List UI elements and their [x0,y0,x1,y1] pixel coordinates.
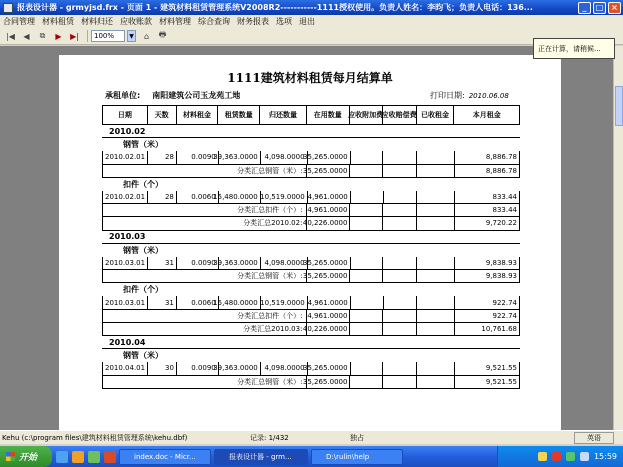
cell-empty [417,165,455,178]
cell-rent: 833.44 [455,191,520,204]
cell-inuse: 4,961.0000 [308,296,351,309]
cell-price: 0.0090 [177,362,219,375]
col-paid: 已收租金 [417,106,455,124]
col-days: 天数 [148,106,177,124]
cell-inuse: 4,961.0000 [307,310,350,323]
cell-inuse: 35,265.0000 [307,376,350,389]
preview-canvas [0,46,613,430]
cell-empty [383,257,417,270]
cell-rent: 922.74 [455,296,520,309]
next-page-icon[interactable]: ▶ [55,31,62,41]
task-folder[interactable]: D:\rulin\help [311,449,403,465]
prev-page-icon[interactable]: ◀ [23,31,30,41]
cell-inuse: 4,961.0000 [308,191,351,204]
subtotal-row [102,323,520,336]
taskbar [0,446,623,467]
cell-inuse: 35,265.0000 [307,165,350,178]
cell-empty [417,257,455,270]
status-path: Kehu (c:\program files\建筑材料租赁管理系统\kehu.dbf) [2,433,188,442]
col-date: 日期 [103,106,148,124]
system-tray [497,446,623,467]
subtotal-label: 分类汇总扣件（个）: [103,204,307,217]
cell-empty [384,296,418,309]
cell-empty [383,204,417,217]
cell-empty [417,204,455,217]
menu-contract[interactable]: 合同管理 [3,17,35,26]
cell-empty [383,151,417,164]
cell-date: 2010.03.01 [103,257,148,270]
cell-date: 2010.02.01 [103,151,148,164]
toolbar-separator [87,30,88,42]
scroll-thumb[interactable] [615,86,623,126]
col-addfee: 应收附加费 [350,106,383,124]
tray-icon[interactable] [580,452,589,461]
window-title: 报表设计器 - grmyjsd.frx - 页面 1 - 建筑材料租赁管理系统V2008R2-----------1111授权使用。负责人姓名：李昀飞；负责人电话：136... [17,3,533,12]
cell-inuse: 35,265.0000 [308,257,351,270]
renter-name: 南阳建筑公司玉龙苑工地 [152,91,241,100]
cell-inuse: 40,226.0000 [307,217,350,230]
cell-rent: 833.44 [455,204,520,217]
desktop-icon[interactable] [88,451,100,463]
app-quick-icon[interactable] [104,451,116,463]
subtotal-row [102,310,520,323]
minimize-icon[interactable]: _ [578,2,591,14]
table-header [102,105,520,125]
cell-days: 30 [148,362,177,375]
cell-empty [383,270,417,283]
cell-empty [417,323,455,336]
cell-empty [417,310,455,323]
cell-date: 2010.03.01 [103,296,148,309]
renter-line [105,90,240,101]
cell-lease: 39,363.0000 [219,362,261,375]
table-row [102,362,520,375]
status-bar [0,430,623,444]
tray-icon[interactable] [552,452,561,461]
subtotal-label: 分类汇总扣件（个）: [103,310,307,323]
tray-icon[interactable] [538,452,547,461]
cell-date: 2010.02.01 [103,191,148,204]
subtotal-label: 分类汇总钢管（米）: [103,376,307,389]
cell-days: 28 [148,151,177,164]
copy-icon[interactable]: ⧉ [39,31,46,40]
period-header: 2010.04 [102,336,520,349]
subtotal-label: 分类汇总2010.02: [103,217,307,230]
cell-ret: 4,098.0000 [261,362,308,375]
table-row [102,151,520,164]
cell-empty [383,323,417,336]
col-return: 归还数量 [260,106,307,124]
status-mode: 独占 [350,433,364,442]
cell-ret: 4,098.0000 [261,257,308,270]
cell-empty [417,362,455,375]
menu-query[interactable]: 综合查询 [198,17,230,26]
item-group-header: 扣件（个） [123,179,163,189]
cell-empty [351,191,384,204]
menu-receivable[interactable]: 应收账款 [120,17,152,26]
report-page [59,55,561,435]
subtotal-label: 分类汇总2010.03: [103,323,307,336]
maximize-icon[interactable]: □ [593,2,606,14]
cell-empty [351,151,384,164]
menu-exit[interactable]: 退出 [299,17,315,26]
item-group-header: 钢管（米） [123,351,163,361]
item-group-header: 扣件（个） [123,285,163,295]
cell-empty [351,362,384,375]
cell-empty [350,310,383,323]
cell-empty [383,376,417,389]
cell-empty [417,270,455,283]
calculating-popup: 正在计算，请稍候... [533,38,615,59]
cell-empty [417,376,455,389]
menu-return[interactable]: 材料归还 [81,17,113,26]
cell-rent: 9,521.55 [455,362,520,375]
cell-inuse: 35,265.0000 [308,362,351,375]
cell-empty [350,204,383,217]
renter-label: 承租单位: [105,91,141,100]
cell-lease: 39,363.0000 [219,151,261,164]
cell-lease: 15,480.0000 [219,296,261,309]
print-date-label: 打印日期: [430,91,465,100]
table-row [102,257,520,270]
cell-price: 0.0090 [177,257,219,270]
toolbar [0,28,623,45]
close-icon[interactable]: × [608,2,621,14]
cell-price: 0.0060 [177,191,219,204]
cell-days: 31 [148,257,177,270]
cell-empty [350,165,383,178]
period-header: 2010.02 [102,125,520,138]
print-icon[interactable]: 🖶 [158,30,167,39]
cell-empty [350,323,383,336]
cell-date: 2010.04.01 [103,362,148,375]
col-compensation: 应收赔偿费 [383,106,417,124]
cell-rent: 10,761.68 [455,323,520,336]
print-date-line [430,90,509,101]
status-lang: 英语 [574,432,614,444]
close-preview-icon[interactable]: ⌂ [143,31,150,41]
subtotal-row [102,376,520,389]
menu-bar [0,15,623,28]
subtotal-row [102,165,520,178]
item-group-header: 钢管（米） [123,140,163,150]
clock: 15:59 [593,452,617,461]
chevron-down-icon[interactable]: ▼ [127,30,136,42]
subtotal-label: 分类汇总钢管（米）: [103,165,307,178]
subtotal-row [102,270,520,283]
ie-icon[interactable] [56,451,68,463]
menu-options[interactable]: 选项 [276,17,292,26]
cell-empty [350,376,383,389]
cell-empty [383,310,417,323]
period-header: 2010.03 [102,231,520,244]
task-word[interactable]: index.doc - Micr... [119,449,211,465]
subtotal-row [102,204,520,217]
cell-lease: 39,363.0000 [219,257,261,270]
cell-inuse: 35,265.0000 [307,270,350,283]
col-lease: 租赁数量 [218,106,260,124]
task-report[interactable]: 报表设计器 - grm... [214,449,308,465]
cell-inuse: 4,961.0000 [307,204,350,217]
cell-empty [350,270,383,283]
cell-rent: 9,838.93 [455,257,520,270]
cell-empty [383,165,417,178]
cell-rent: 8,886.78 [455,165,520,178]
cell-empty [350,217,383,230]
cell-empty [417,296,455,309]
menu-lease[interactable]: 材料租赁 [42,17,74,26]
cell-rent: 9,720.22 [455,217,520,230]
cell-ret: 4,098.0000 [261,151,308,164]
report-rows [102,125,520,389]
cell-inuse: 40,226.0000 [307,323,350,336]
item-group-header: 钢管（米） [123,245,163,255]
cell-lease: 15,480.0000 [219,191,261,204]
cell-empty [351,296,384,309]
cell-empty [417,151,455,164]
zoom-select[interactable]: 100% [91,30,125,42]
cell-price: 0.0060 [177,296,219,309]
cell-ret: 10,519.0000 [261,191,308,204]
cell-empty [383,217,417,230]
cell-rent: 8,886.78 [455,151,520,164]
cell-ret: 10,519.0000 [261,296,308,309]
cell-empty [417,217,455,230]
folder-icon[interactable] [72,451,84,463]
cell-days: 28 [148,191,177,204]
subtotal-row [102,217,520,230]
menu-finance[interactable]: 财务报表 [237,17,269,26]
cell-days: 31 [148,296,177,309]
report-title: 1111建筑材料租赁每月结算单 [227,71,393,85]
title-bar [0,0,623,15]
cell-inuse: 35,265.0000 [308,151,351,164]
cell-empty [384,191,418,204]
start-button[interactable] [0,446,52,467]
col-monthly-rent: 本月租金 [472,111,501,119]
windows-logo-icon [6,452,15,461]
first-page-icon[interactable]: |◀ [6,31,15,41]
print-date: 2010.06.08 [468,92,509,100]
table-row [102,191,520,204]
last-page-icon[interactable]: ▶| [70,31,79,41]
col-price: 材料租金 [177,106,219,124]
cell-empty [417,191,455,204]
cell-empty [383,362,417,375]
status-record: 记录: 1/432 [250,433,289,442]
cell-rent: 922.74 [455,310,520,323]
menu-material[interactable]: 材料管理 [159,17,191,26]
subtotal-label: 分类汇总钢管（米）: [103,270,307,283]
vertical-scrollbar[interactable] [613,46,623,430]
table-row [102,296,520,309]
col-inuse: 在用数量 [307,106,350,124]
cell-rent: 9,521.55 [455,376,520,389]
cell-price: 0.0090 [177,151,219,164]
cell-rent: 9,838.93 [455,270,520,283]
start-label: 开始 [19,453,38,463]
tray-icon[interactable] [566,452,575,461]
cell-empty [351,257,384,270]
app-icon [3,3,13,13]
